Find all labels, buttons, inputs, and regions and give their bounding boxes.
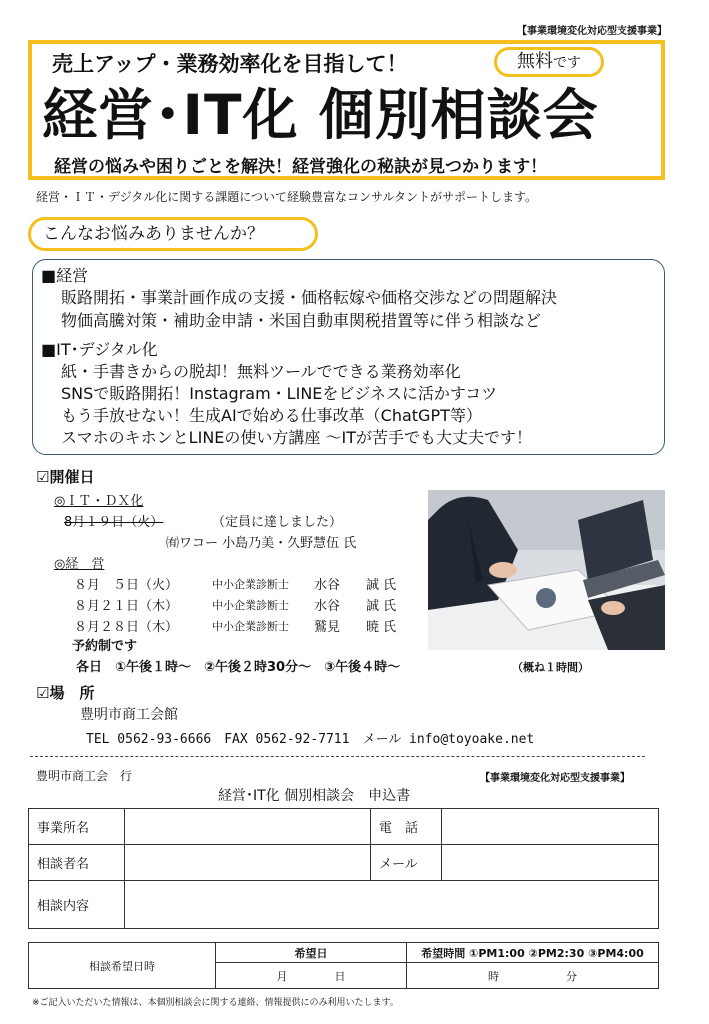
desired-time-input[interactable] bbox=[407, 963, 659, 989]
mgmt-role: 中小企業診断士 bbox=[212, 578, 289, 591]
content-label: 相談内容 bbox=[29, 881, 125, 929]
desired-datetime-table bbox=[28, 942, 659, 989]
venue-heading: ☑場 所 bbox=[36, 684, 95, 702]
consultant-label: 相談者名 bbox=[29, 845, 125, 881]
worry-item: 紙・手書きからの脱却！無料ツールでできる業務効率化 bbox=[61, 362, 461, 381]
title-banner bbox=[28, 40, 665, 180]
it-full-notice: （定員に達しました） bbox=[212, 515, 343, 530]
it-session-date: 8月１９日（火） bbox=[64, 515, 164, 530]
desired-label: 相談希望日時 bbox=[29, 943, 216, 989]
mgmt-role: 中小企業診断士 bbox=[212, 620, 289, 633]
mgmt-consultant: 鷲見 暁 氏 bbox=[314, 620, 397, 635]
phone-input[interactable] bbox=[442, 809, 659, 845]
privacy-note: ※ご記入いただいた情報は、本個別相談会に関する連絡、情報提供にのみ利用いたします。 bbox=[32, 998, 399, 1008]
program-label: 【事業環境変化対応型支援事業】 bbox=[517, 26, 667, 37]
minute-label: 分 bbox=[566, 969, 577, 983]
form-program-label: 【事業環境変化対応型支援事業】 bbox=[480, 773, 630, 784]
desired-time-header: 希望時間 ①PM1:00 ②PM2:30 ③PM4:00 bbox=[407, 943, 659, 963]
worries-box bbox=[32, 259, 665, 455]
free-badge-suffix: です bbox=[553, 55, 581, 71]
phone-label: 電 話 bbox=[371, 809, 442, 845]
worry-item: もう手放せない！生成AIで始める仕事改革（ChatGPT等） bbox=[61, 406, 482, 425]
venue-name: 豊明市商工会館 bbox=[80, 707, 178, 723]
mgmt-date: ８月 ５日（火） bbox=[74, 578, 179, 593]
mail-input[interactable] bbox=[442, 845, 659, 881]
mgmt-consultant: 水谷 誠 氏 bbox=[314, 599, 397, 614]
consultation-photo bbox=[428, 490, 665, 650]
office-label: 事業所名 bbox=[29, 809, 125, 845]
office-input[interactable] bbox=[125, 809, 371, 845]
worries-heading: こんなお悩みありませんか？ bbox=[28, 217, 318, 251]
form-title: 経営･IT化 個別相談会 申込書 bbox=[218, 788, 411, 804]
worry-item: スマホのキホンとLINEの使い方講座 ～ITが苦手でも大丈夫です！ bbox=[61, 428, 532, 447]
hour-label: 時 bbox=[488, 969, 499, 983]
it-session-label: ◎ＩＴ・ＤＸ化 bbox=[54, 494, 144, 509]
content-input[interactable] bbox=[125, 881, 659, 929]
desired-date-input[interactable] bbox=[216, 963, 407, 989]
venue-contact[interactable]: TEL 0562-93-6666 FAX 0562-92-7711 メール info@toyoake.net bbox=[86, 732, 535, 747]
session-duration: （概ね１時間） bbox=[512, 661, 589, 674]
worry-item: SNSで販路開拓！Instagram・LINEをビジネスに活かすコツ bbox=[61, 384, 498, 403]
intro-text: 経営・ＩＴ・デジタル化に関する課題について経験豊富なコンサルタントがサポートします。 bbox=[36, 190, 538, 204]
mgmt-role: 中小企業診断士 bbox=[212, 599, 289, 612]
consultant-input[interactable] bbox=[125, 845, 371, 881]
worry-section-heading: ■IT･デジタル化 bbox=[41, 340, 158, 359]
schedule-heading: ☑開催日 bbox=[36, 468, 95, 486]
form-recipient: 豊明市商工会 行 bbox=[36, 769, 133, 783]
free-badge-main: 無料 bbox=[517, 51, 553, 72]
free-badge bbox=[494, 47, 604, 77]
reservation-note: 予約制です bbox=[72, 639, 138, 654]
it-consultant: ㈲ワコー 小島乃美・久野慧伍 氏 bbox=[166, 536, 357, 551]
mail-label: メール bbox=[371, 845, 442, 881]
application-form bbox=[28, 808, 659, 929]
day-label: 日 bbox=[334, 969, 346, 983]
worry-section-heading: ■経営 bbox=[41, 266, 89, 285]
mgmt-date: ８月２１日（木） bbox=[74, 599, 179, 614]
mgmt-consultant: 水谷 誠 氏 bbox=[314, 578, 397, 593]
cut-line bbox=[30, 756, 645, 757]
banner-subtitle: 経営の悩みや困りごとを解決！経営強化の秘訣が見つかります！ bbox=[54, 157, 547, 177]
mgmt-session-label: ◎経 営 bbox=[54, 557, 105, 572]
banner-tagline: 売上アップ・業務効率化を目指して！ bbox=[52, 52, 408, 76]
session-times: 各日 ①午後１時～ ②午後２時30分～ ③午後４時～ bbox=[76, 660, 401, 675]
mgmt-date: ８月２８日（木） bbox=[74, 620, 179, 635]
page-title: 経営･IT化 個別相談会 bbox=[42, 83, 599, 147]
worry-item: 販路開拓・事業計画作成の支援・価格転嫁や価格交渉などの問題解決 bbox=[61, 288, 558, 307]
worry-item: 物価高騰対策・補助金申請・米国自動車関税措置等に伴う相談など bbox=[61, 311, 542, 330]
desired-date-header: 希望日 bbox=[216, 943, 407, 963]
month-label: 月 bbox=[276, 969, 288, 983]
